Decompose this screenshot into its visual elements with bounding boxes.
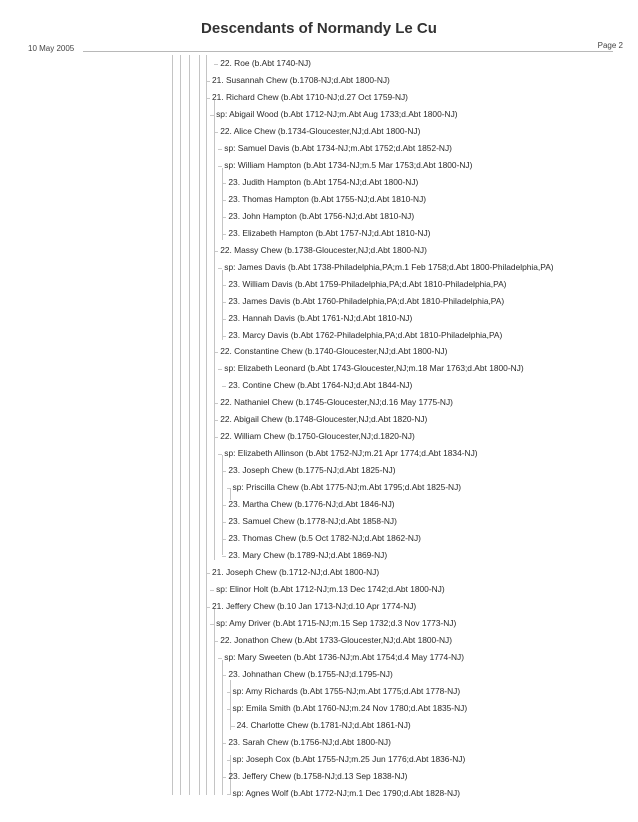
list-item: 23. Thomas Chew (b.5 Oct 1782-NJ;d.Abt 1862-NJ) <box>228 533 421 544</box>
list-item: 23. Martha Chew (b.1776-NJ;d.Abt 1846-NJ) <box>228 499 395 510</box>
list-item: 22. William Chew (b.1750-Gloucester,NJ;d.1820-NJ) <box>220 431 415 442</box>
list-item: sp: Amy Driver (b.Abt 1715-NJ;m.15 Sep 1732;d.3 Nov 1773-NJ) <box>216 618 457 628</box>
list-item: 22. Constantine Chew (b.1740-Gloucester,NJ;d.Abt 1800-NJ) <box>220 346 448 357</box>
tree-guide-line <box>214 100 215 560</box>
list-item: 21. Joseph Chew (b.1712-NJ;d.Abt 1800-NJ) <box>212 567 380 578</box>
list-item: 23. Sarah Chew (b.1756-NJ;d.Abt 1800-NJ) <box>228 736 391 747</box>
list-item: 23. William Davis (b.Abt 1759-Philadelphia,PA;d.Abt 1810-Philadelphia,PA) <box>228 278 507 289</box>
list-item: sp: Joseph Cox (b.Abt 1755-NJ;m.25 Jun 1776;d.Abt 1836-NJ) <box>232 753 466 764</box>
report-title: Descendants of Normandy Le Cu <box>201 20 437 37</box>
list-item: sp: Abigail Wood (b.Abt 1712-NJ;m.Abt Aug 1733;d.Abt 1800-NJ) <box>216 108 458 119</box>
list-item: 23. Elizabeth Hampton (b.Abt 1757-NJ;d.Abt 1810-NJ) <box>228 227 431 238</box>
list-item: 23. Hannah Davis (b.Abt 1761-NJ;d.Abt 1810-NJ) <box>228 312 413 323</box>
tree-guide-line <box>206 55 207 795</box>
list-item: 22. Abigail Chew (b.1748-Gloucester,NJ;d.Abt 1820-NJ) <box>220 414 428 425</box>
tree-guide-line <box>230 488 231 500</box>
list-item: 23. Joseph Chew (b.1775-NJ;d.Abt 1825-NJ) <box>228 465 396 476</box>
tree-guide-line <box>180 55 181 795</box>
list-item: 23. Johnathan Chew (b.1755-NJ;d.1795-NJ) <box>228 668 393 679</box>
list-item: 23. James Davis (b.Abt 1760-Philadelphia,PA;d.Abt 1810-Philadelphia,PA) <box>228 295 505 306</box>
tree-guide-line <box>222 660 223 795</box>
list-item: 22. Jonathon Chew (b.Abt 1733-Gloucester,NJ;d.Abt 1800-NJ) <box>220 634 453 645</box>
list-item: 22. Massy Chew (b.1738-Gloucester,NJ;d.Abt 1800-NJ) <box>220 244 427 255</box>
tree-connector <box>222 556 226 557</box>
tree-connector <box>210 590 214 591</box>
tree-connector <box>231 726 235 727</box>
list-item: 23. Contine Chew (b.Abt 1764-NJ;d.Abt 1844-NJ) <box>228 380 413 391</box>
tree-guide-line <box>222 270 223 340</box>
list-item: 21. Susannah Chew (b.1708-NJ;d.Abt 1800-NJ) <box>212 74 390 85</box>
list-item: 23. Judith Hampton (b.Abt 1754-NJ;d.Abt 1800-NJ) <box>228 176 419 187</box>
list-item: 23. Marcy Davis (b.Abt 1762-Philadelphia,PA;d.Abt 1810-Philadelphia,PA) <box>228 329 503 340</box>
tree-connector <box>222 386 226 387</box>
list-item: sp: Elizabeth Allinson (b.Abt 1752-NJ;m.21 Apr 1774;d.Abt 1834-NJ) <box>224 448 478 459</box>
page-number: Page 2 <box>597 41 623 50</box>
list-item: sp: William Hampton (b.Abt 1734-NJ;m.5 Mar 1753;d.Abt 1800-NJ) <box>224 159 473 170</box>
list-item: 21. Jeffery Chew (b.10 Jan 1713-NJ;d.10 Apr 1774-NJ) <box>212 601 417 612</box>
list-item: 22. Alice Chew (b.1734-Gloucester,NJ;d.Abt 1800-NJ) <box>220 125 421 136</box>
list-item: 24. Charlotte Chew (b.1781-NJ;d.Abt 1861-NJ) <box>236 719 411 730</box>
tree-connector <box>218 658 222 659</box>
tree-guide-line <box>199 55 200 795</box>
tree-guide-line <box>214 608 215 795</box>
tree-connector <box>218 149 222 150</box>
list-item: 23. Mary Chew (b.1789-NJ;d.Abt 1869-NJ) <box>228 550 388 561</box>
tree-connector <box>218 166 222 167</box>
list-item: 22. Roe (b.Abt 1740-NJ) <box>220 58 311 68</box>
tree-connector <box>214 64 218 65</box>
list-item: sp: Amy Richards (b.Abt 1755-NJ;m.Abt 1775;d.Abt 1778-NJ) <box>232 685 461 696</box>
list-item: sp: James Davis (b.Abt 1738-Philadelphia,PA;m.1 Feb 1758;d.Abt 1800-Philadelphia,PA) <box>224 261 554 272</box>
list-item: sp: Mary Sweeten (b.Abt 1736-NJ;m.Abt 1754;d.4 May 1774-NJ) <box>224 651 465 662</box>
tree-guide-line <box>172 55 173 795</box>
list-item: 23. Jeffery Chew (b.1758-NJ;d.13 Sep 1838-NJ) <box>228 770 408 781</box>
list-item: 22. Nathaniel Chew (b.1745-Gloucester,NJ;d.16 May 1775-NJ) <box>220 397 453 408</box>
tree-connector <box>218 268 222 269</box>
tree-guide-line <box>230 680 231 730</box>
list-item: sp: Samuel Davis (b.Abt 1734-NJ;m.Abt 1752;d.Abt 1852-NJ) <box>224 142 452 153</box>
report-date: 10 May 2005 <box>28 44 75 53</box>
tree-guide-line <box>222 455 223 555</box>
tree-connector <box>218 369 222 370</box>
tree-guide-line <box>222 168 223 240</box>
header-rule <box>83 51 613 52</box>
list-item: 21. Richard Chew (b.Abt 1710-NJ;d.27 Oct 1759-NJ) <box>212 91 408 102</box>
list-item: 23. Thomas Hampton (b.Abt 1755-NJ;d.Abt 1810-NJ) <box>228 193 427 204</box>
list-item: 23. Samuel Chew (b.1778-NJ;d.Abt 1858-NJ) <box>228 516 397 527</box>
list-item: sp: Emila Smith (b.Abt 1760-NJ;m.24 Nov 1780;d.Abt 1835-NJ) <box>232 702 468 713</box>
list-item: 23. John Hampton (b.Abt 1756-NJ;d.Abt 1810-NJ) <box>228 210 415 221</box>
list-item: sp: Elinor Holt (b.Abt 1712-NJ;m.13 Dec 1742;d.Abt 1800-NJ) <box>216 584 445 595</box>
list-item: sp: Elizabeth Leonard (b.Abt 1743-Gloucester,NJ;m.18 Mar 1763;d.Abt 1800-NJ) <box>224 363 524 374</box>
list-item: sp: Priscilla Chew (b.Abt 1775-NJ;m.Abt 1795;d.Abt 1825-NJ) <box>232 482 462 493</box>
tree-guide-line <box>189 55 190 795</box>
list-item: sp: Agnes Wolf (b.Abt 1772-NJ;m.1 Dec 1790;d.Abt 1828-NJ) <box>232 787 460 798</box>
